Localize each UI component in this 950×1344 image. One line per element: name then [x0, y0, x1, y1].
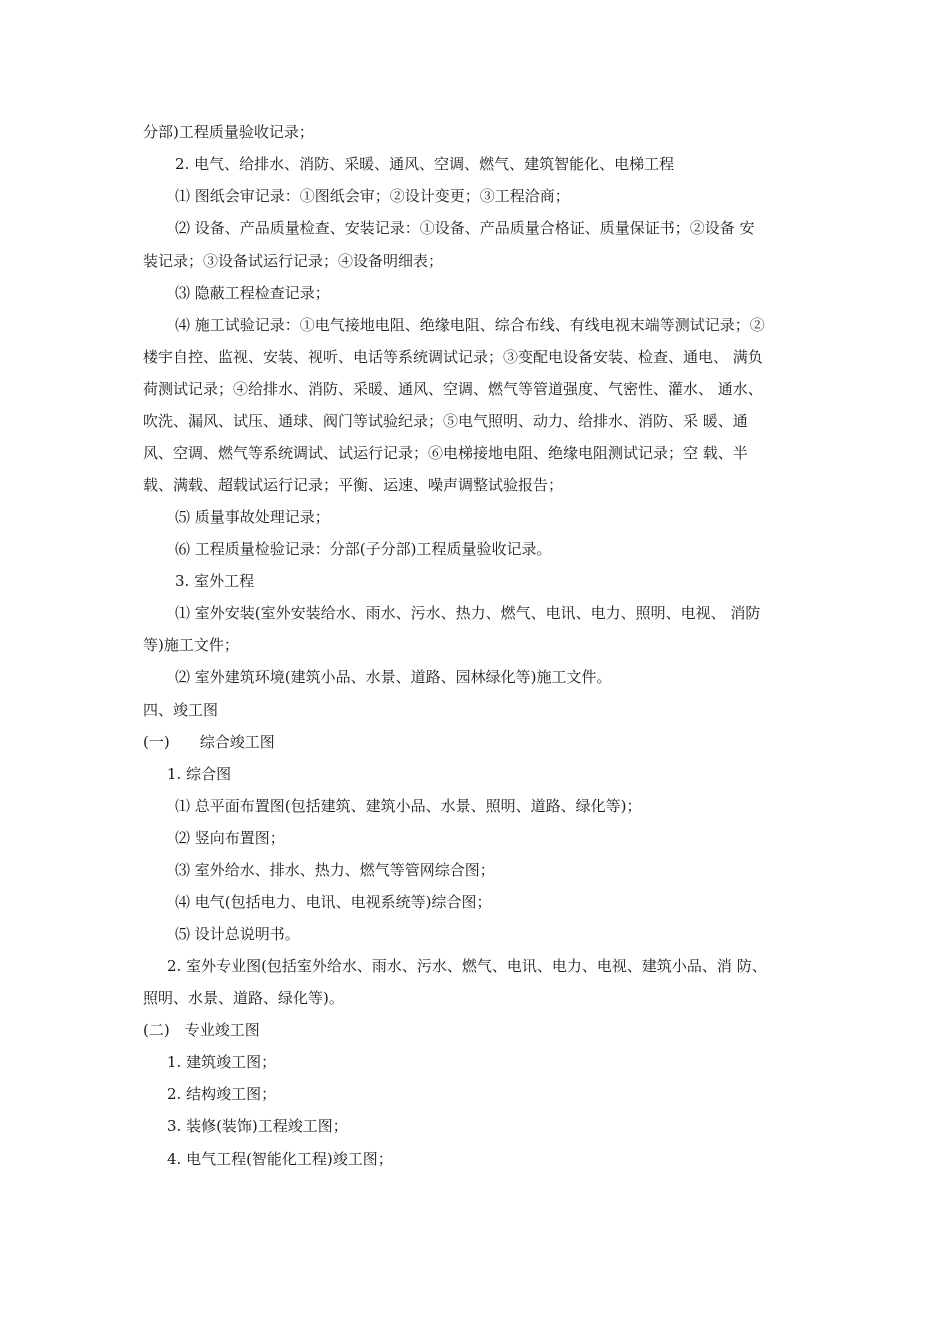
text-line: 装记录；③设备试运行记录；④设备明细表； — [143, 252, 444, 270]
subchapter-heading: (二) 专业竣工图 — [143, 1021, 260, 1039]
list-item: ⑷ 施工试验记录：①电气接地电阻、绝缘电阻、综合布线、有线电视末端等测试记录；② — [175, 316, 765, 334]
list-item: 3. 装修(装饰)工程竣工图； — [167, 1117, 348, 1135]
text-line: 分部)工程质量验收记录； — [143, 123, 314, 141]
list-item: 1. 建筑竣工图； — [167, 1053, 277, 1071]
list-item: ⑷ 电气(包括电力、电讯、电视系统等)综合图； — [175, 893, 492, 911]
list-item: ⑸ 设计总说明书。 — [175, 925, 300, 943]
list-item: ⑴ 图纸会审记录：①图纸会审；②设计变更；③工程洽商； — [175, 187, 570, 205]
text-line: 载、满载、超载试运行记录；平衡、运速、噪声调整试验报告； — [143, 476, 564, 494]
list-item: 2. 结构竣工图； — [167, 1085, 277, 1103]
chapter-heading: 四、竣工图 — [143, 701, 219, 719]
section-heading: 2. 室外专业图(包括室外给水、雨水、污水、燃气、电讯、电力、电视、建筑小品、消 防、 — [167, 957, 767, 975]
list-item: ⑸ 质量事故处理记录； — [175, 508, 330, 526]
list-item: ⑵ 设备、产品质量检查、安装记录：①设备、产品质量合格证、质量保证书；②设备 安 — [175, 219, 755, 237]
text-line: 照明、水景、道路、绿化等)。 — [143, 989, 344, 1007]
list-item: ⑵ 室外建筑环境(建筑小品、水景、道路、园林绿化等)施工文件。 — [175, 668, 612, 686]
section-heading: 3. 室外工程 — [175, 572, 255, 590]
text-line: 风、空调、燃气等系统调试、试运行记录；⑥电梯接地电阻、绝缘电阻测试记录；空 载、半 — [143, 444, 748, 462]
section-heading: 1. 综合图 — [167, 765, 232, 783]
text-line: 荷测试记录；④给排水、消防、采暖、通风、空调、燃气等管道强度、气密性、灌水、 通水、 — [143, 380, 763, 398]
text-line: 吹洗、漏风、试压、通球、阀门等试验纪录；⑤电气照明、动力、给排水、消防、采 暖、通 — [143, 412, 748, 430]
list-item: 4. 电气工程(智能化工程)竣工图； — [167, 1150, 393, 1168]
section-heading: 2. 电气、给排水、消防、采暖、通风、空调、燃气、建筑智能化、电梯工程 — [175, 155, 675, 173]
list-item: ⑴ 总平面布置图(包括建筑、建筑小品、水景、照明、道路、绿化等)； — [175, 797, 642, 815]
text-line: 楼宇自控、监视、安装、视听、电话等系统调试记录；③变配电设备安装、检查、通电、 满负 — [143, 348, 763, 366]
subchapter-heading: (一) 综合竣工图 — [143, 733, 275, 751]
text-line: 等)施工文件； — [143, 636, 239, 654]
list-item: ⑶ 隐蔽工程检查记录； — [175, 284, 330, 302]
list-item: ⑹ 工程质量检验记录：分部(子分部)工程质量验收记录。 — [175, 540, 552, 558]
list-item: ⑶ 室外给水、排水、热力、燃气等管网综合图； — [175, 861, 495, 879]
list-item: ⑵ 竖向布置图； — [175, 829, 285, 847]
list-item: ⑴ 室外安装(室外安装给水、雨水、污水、热力、燃气、电讯、电力、照明、电视、 消防 — [175, 604, 761, 622]
